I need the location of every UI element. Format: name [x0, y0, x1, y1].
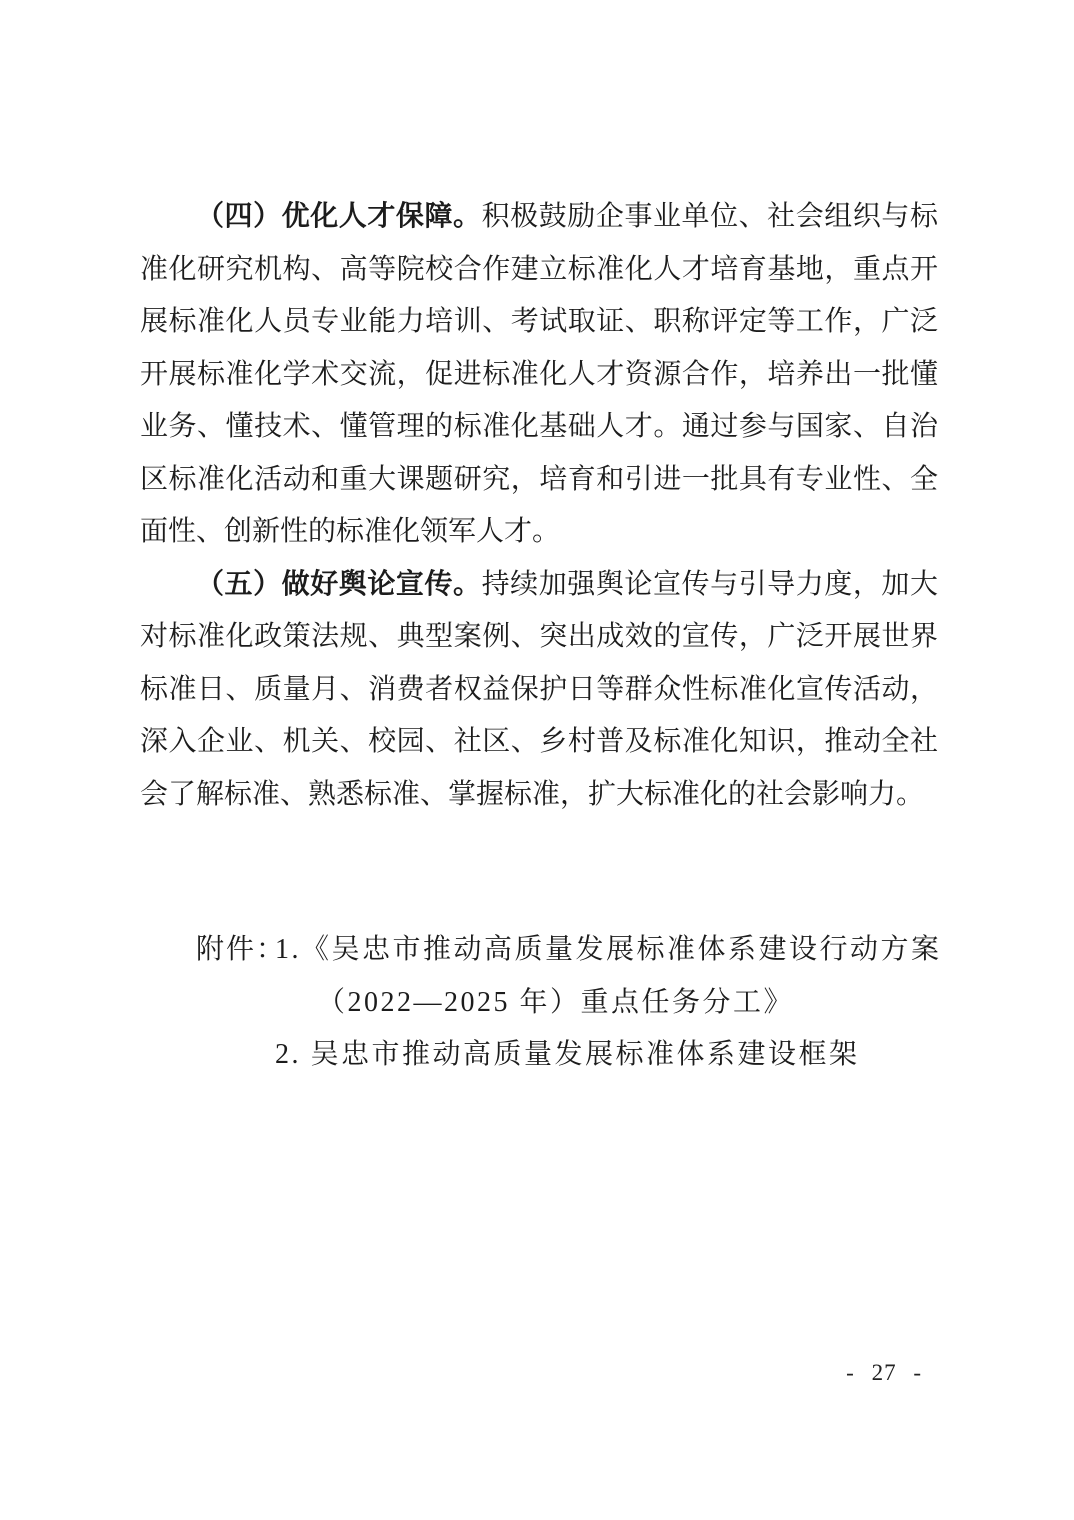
paragraph-section-5-body: 持续加强舆论宣传与引导力度，加大对标准化政策法规、典型案例、突出成效的宣传，广泛开展世界标准日、质量月、消费者权益保护日等群众性标准化宣传活动，深入企业、机关、校园、社区、乡村普及标准化知识，推动全社会了解标准、熟悉标准、掌握标准，扩大标准化的社会影响力。: [140, 568, 938, 810]
attachment-item: [275, 924, 942, 1029]
attachment-line: 2. 吴忠市推动高质量发展标准体系建设框架: [275, 1039, 860, 1070]
attachment-line: （2022—2025 年）重点任务分工》: [317, 986, 795, 1018]
attachment-line: 1.《吴忠市推动高质量发展标准体系建设行动方案: [275, 934, 942, 965]
paragraph-section-4-heading: （四）优化人才保障。: [196, 201, 482, 232]
attachment-item: [275, 1029, 938, 1082]
page-number: - 27 -: [846, 1360, 922, 1385]
paragraph-section-5-heading: （五）做好舆论宣传。: [196, 568, 482, 600]
page-content: [140, 191, 942, 1082]
paragraph-section-4-body: 积极鼓励企事业单位、社会组织与标准化研究机构、高等院校合作建立标准化人才培育基地，重点开展标准化人员专业能力培训、考试取证、职称评定等工作，广泛开展标准化学术交流，促进标准化人才资源合作，培养出一批懂业务、懂技术、懂管理的标准化基础人才。通过参与国家、自治区标准化活动和重大课题研究，培育和引进一批具有专业性、全面性、创新性的标准化领军人才。: [140, 201, 938, 547]
paragraph-section-4: [140, 191, 938, 559]
attachments-block: [140, 924, 942, 1082]
paragraph-section-5: [140, 559, 938, 822]
attachments-label: 附件：: [196, 934, 287, 965]
